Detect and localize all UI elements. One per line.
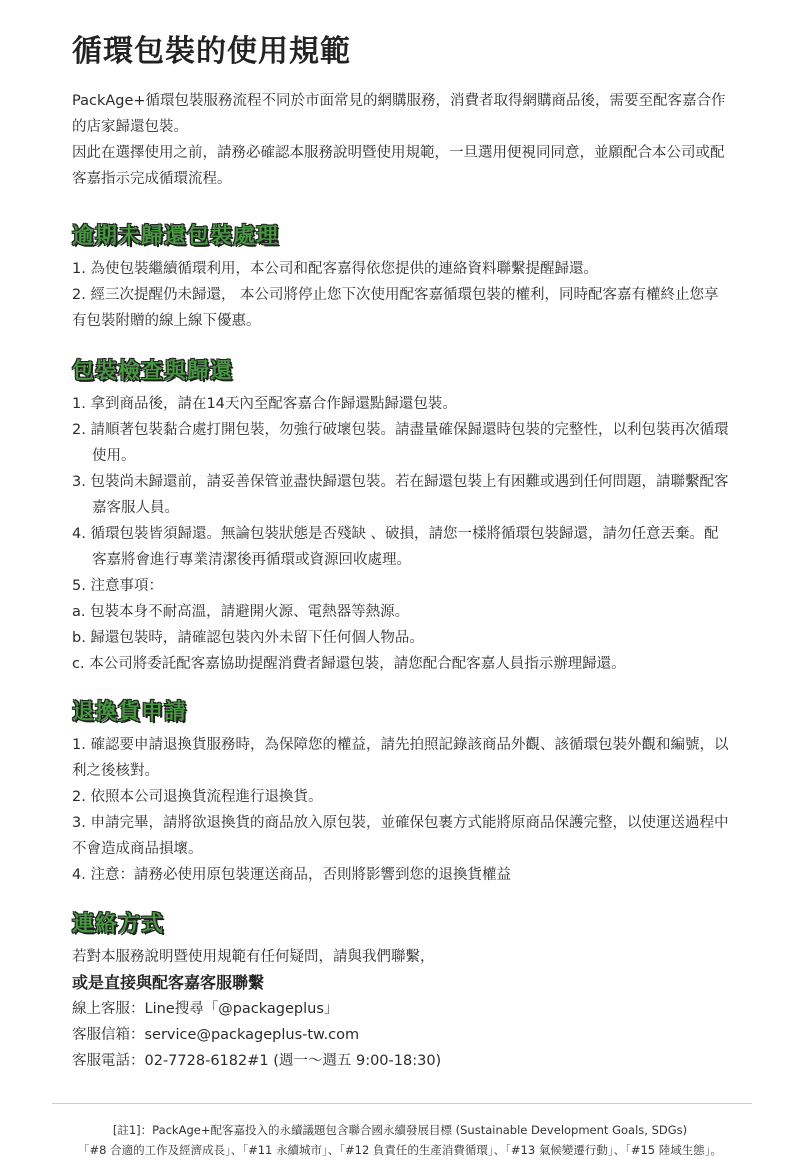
note-item: c. 本公司將委託配客嘉協助提醒消費者歸還包裝，請您配合配客嘉人員指示辦理歸還。 bbox=[72, 656, 626, 672]
policy-document bbox=[72, 30, 732, 1069]
divider bbox=[52, 1103, 752, 1104]
section-heading-contact: 連絡方式 bbox=[72, 912, 165, 937]
section-heading-inspection: 包裝檢查與歸還 bbox=[72, 359, 234, 384]
intro bbox=[72, 88, 732, 192]
footnote bbox=[40, 1120, 760, 1160]
contact-phone[interactable]: 客服電話：02-7728-6182#1 (週一～週五 9:00-18:30) bbox=[72, 1053, 442, 1069]
list-item: 3. 申請完畢，請將欲退換貨的商品放入原包裝，並確保包裹方式能將原商品保護完整，以使運送過程中不會造成商品損壞。 bbox=[72, 815, 729, 857]
section-heading-returns: 退換貨申請 bbox=[72, 700, 188, 725]
intro-paragraph-2: 因此在選擇使用之前，請務必確認本服務說明暨使用規範，一旦選用便視同同意，並願配合本公司或配客嘉指示完成循環流程。 bbox=[72, 145, 725, 187]
list-item: 1. 確認要申請退換貨服務時，為保障您的權益，請先拍照記錄該商品外觀、該循環包裝外觀和編號，以利之後核對。 bbox=[72, 737, 729, 779]
list-item: 4. 循環包裝皆須歸還。無論包裝狀態是否殘缺 、破損，請您一樣將循環包裝歸還，請勿任意丟棄。配客嘉將會進行專業清潔後再循環或資源回收處理。 bbox=[72, 526, 719, 568]
contact-intro: 若對本服務說明暨使用規範有任何疑問，請與我們聯繫， bbox=[72, 949, 435, 965]
list-item: 1. 為使包裝繼續循環利用，本公司和配客嘉得依您提供的連絡資料聯繫提醒歸還。 bbox=[72, 261, 598, 277]
section-returns bbox=[72, 698, 732, 888]
list-item: 5. 注意事項： bbox=[72, 578, 163, 594]
list-item: 4. 注意：請務必使用原包裝運送商品，否則將影響到您的退換貨權益 bbox=[72, 867, 511, 883]
section-inspection bbox=[72, 357, 732, 677]
footnote-line-1: [註1]：PackAge+配客嘉投入的永續議題包含聯合國永續發展目標 (Sustainable Development Goals, SDGs) bbox=[112, 1123, 688, 1137]
note-item: a. 包裝本身不耐高溫，請避開火源、電熱器等熱源。 bbox=[72, 604, 410, 620]
contact-email[interactable]: 客服信箱：service@packageplus-tw.com bbox=[72, 1027, 360, 1043]
page-title: 循環包裝的使用規範 bbox=[72, 34, 351, 69]
section-overdue bbox=[72, 222, 732, 334]
intro-paragraph-1: PackAge+循環包裝服務流程不同於市面常見的網購服務，消費者取得網購商品後，需要至配客嘉合作的店家歸還包裝。 bbox=[72, 93, 726, 135]
list-item: 2. 請順著包裝黏合處打開包裝，勿強行破壞包裝。請盡量確保歸還時包裝的完整性，以利包裝再次循環使用。 bbox=[72, 422, 729, 464]
contact-direct: 或是直接與配客嘉客服聯繫 bbox=[72, 973, 265, 992]
section-contact bbox=[72, 910, 732, 1074]
list-item: 2. 經三次提醒仍未歸還， 本公司將停止您下次使用配客嘉循環包裝的權利，同時配客嘉有權終止您享有包裝附贈的線上線下優惠。 bbox=[72, 287, 719, 329]
list-item: 3. 包裝尚未歸還前，請妥善保管並盡快歸還包裝。若在歸還包裝上有困難或遇到任何問題，請聯繫配客嘉客服人員。 bbox=[72, 474, 729, 516]
section-heading-overdue: 逾期未歸還包裝處理 bbox=[72, 224, 280, 249]
list-item: 2. 依照本公司退換貨流程進行退換貨。 bbox=[72, 789, 323, 805]
contact-line-service[interactable]: 線上客服：Line搜尋「@packageplus」 bbox=[72, 1001, 339, 1017]
note-item: b. 歸還包裝時，請確認包裝內外未留下任何個人物品。 bbox=[72, 630, 424, 646]
list-item: 1. 拿到商品後，請在14天內至配客嘉合作歸還點歸還包裝。 bbox=[72, 396, 457, 412]
footnote-line-2: 「#8 合適的工作及經濟成長」、「#11 永續城市」、「#12 負責任的生產消費循環」、「#13 氣候變遷行動」、「#15 陸域生態」。 bbox=[77, 1143, 723, 1157]
